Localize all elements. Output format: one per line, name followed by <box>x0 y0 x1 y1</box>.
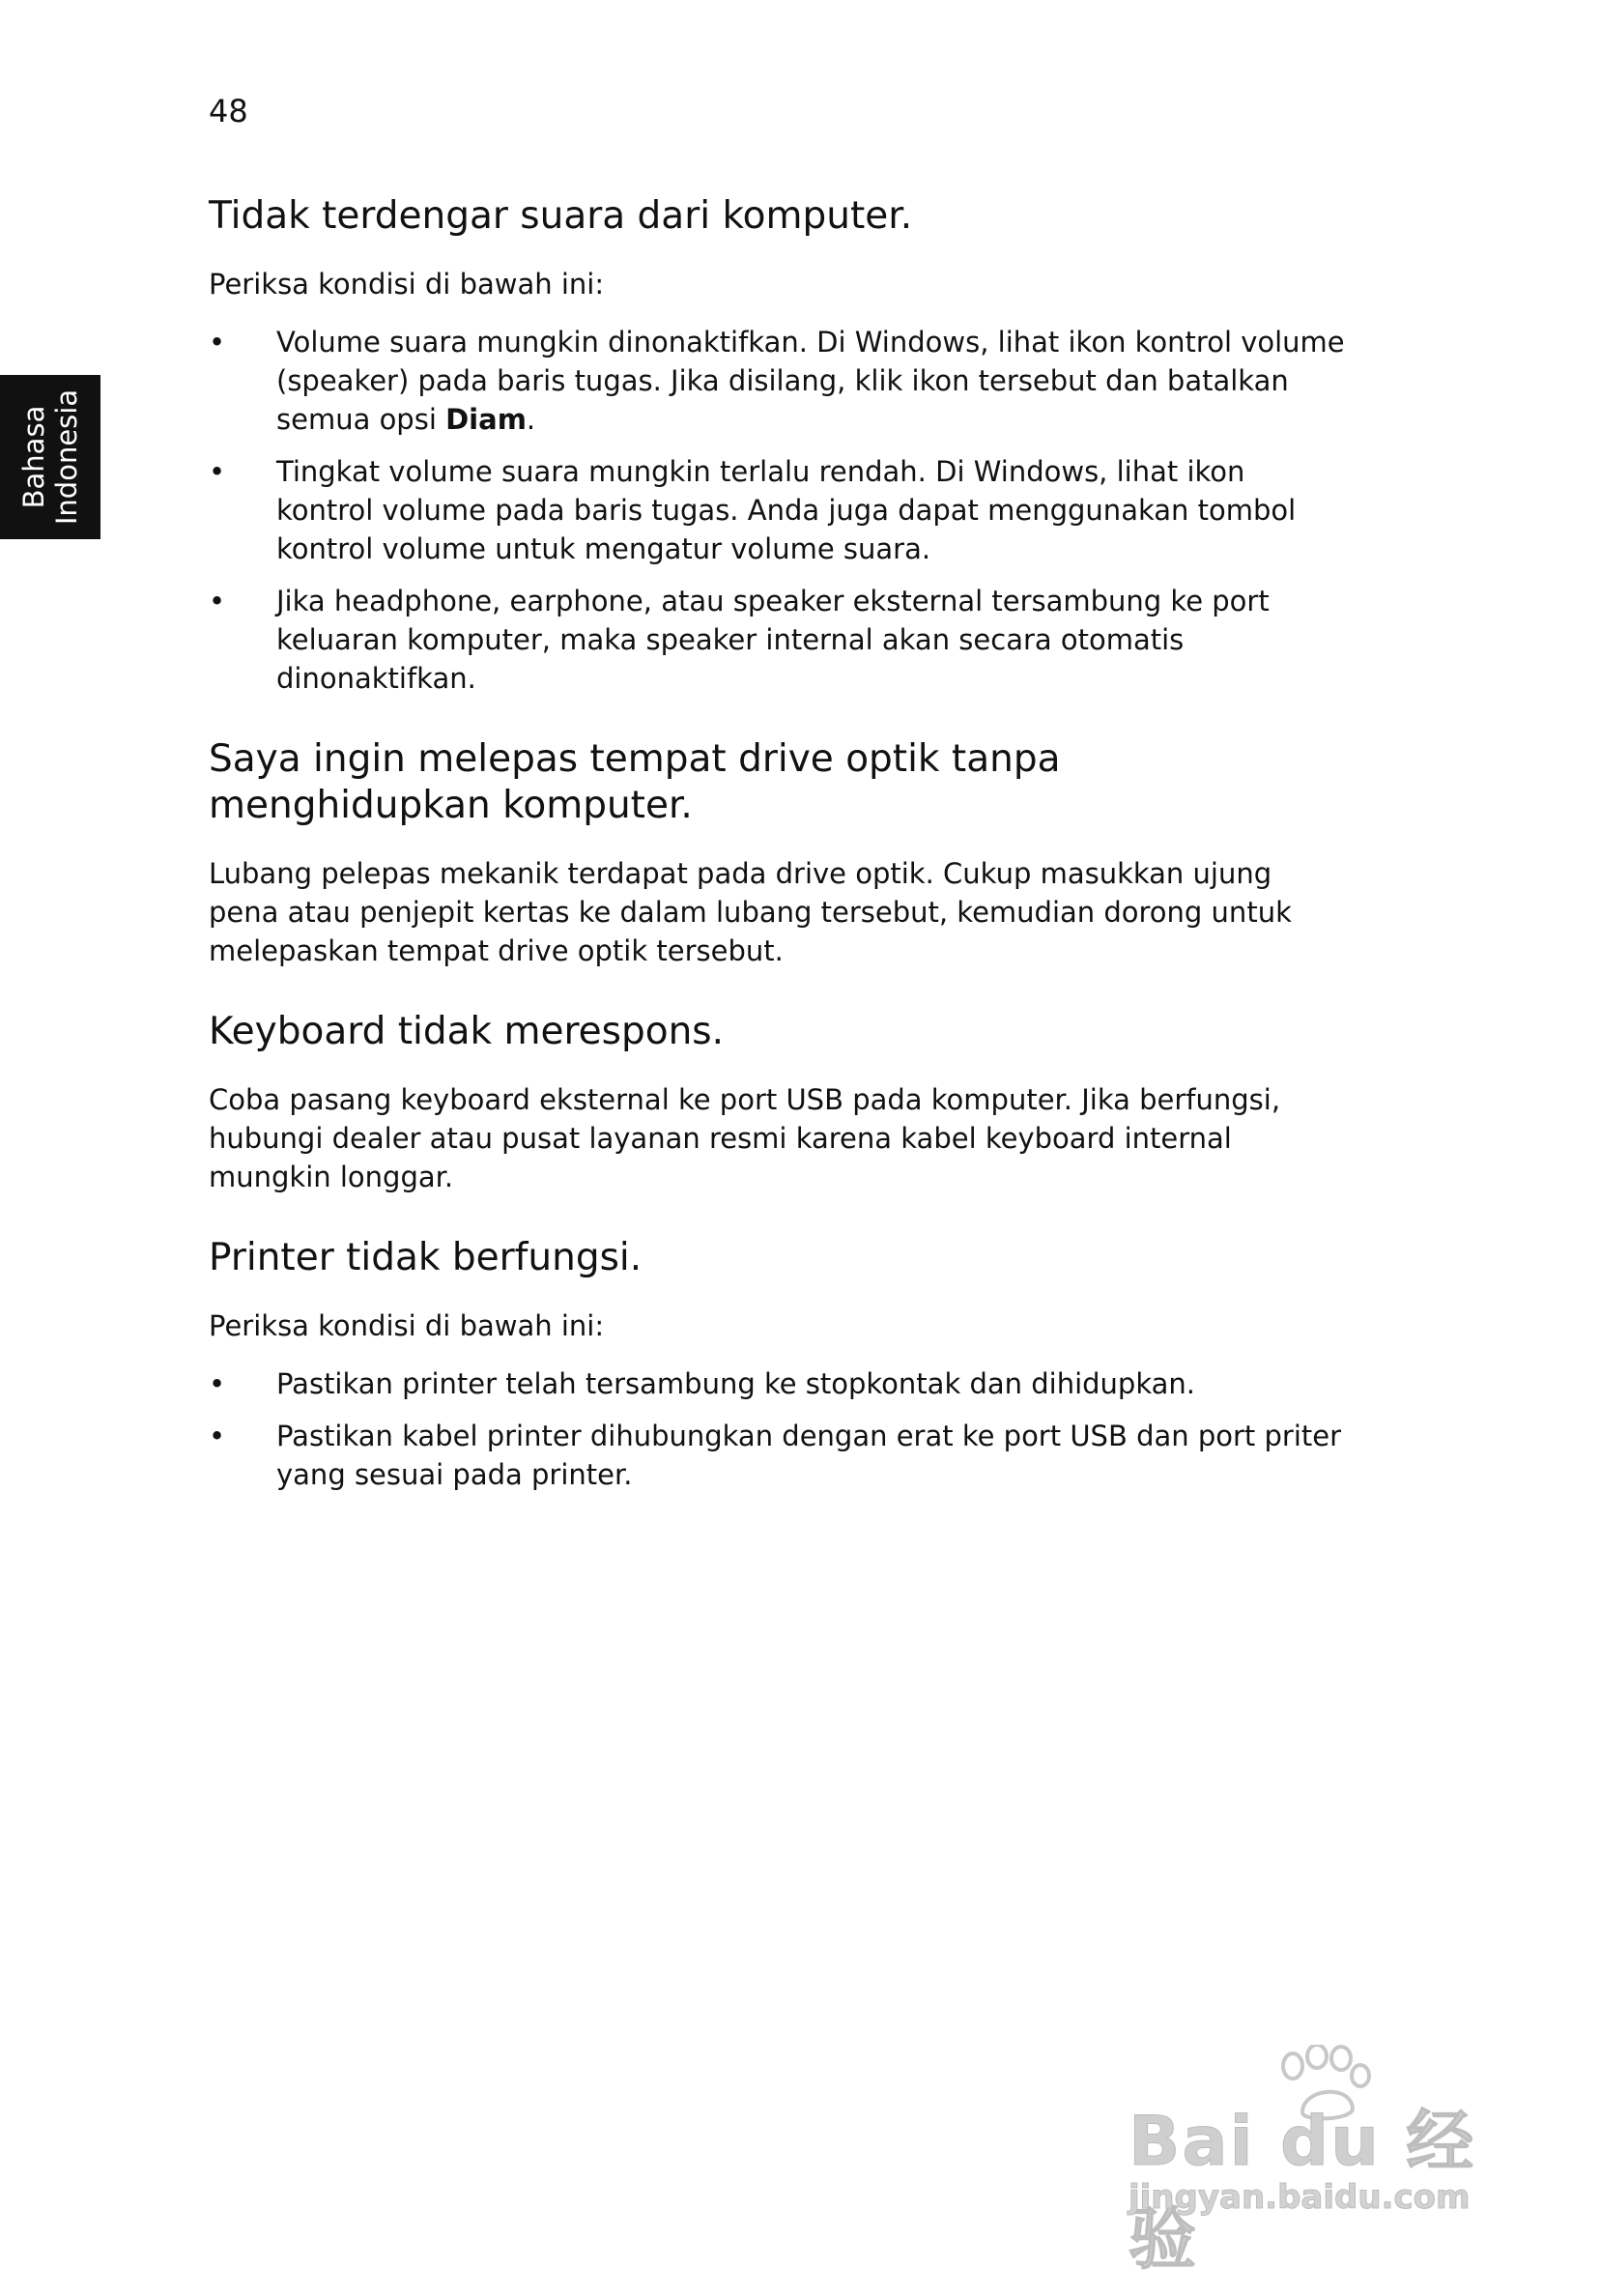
language-label: Bahasa Indonesia <box>17 388 83 526</box>
section-intro: Periksa kondisi di bawah ini: <box>209 1309 605 1342</box>
section-keyboard <box>209 1009 1349 1196</box>
list-item: • Volume suara mungkin dinonaktifkan. Di Windows, lihat ikon kontrol volume (speaker) pada baris tugas. Jika disilang, klik ikon tersebut dan batalkan semua opsi Diam. <box>209 323 1349 439</box>
bullet-icon: • <box>209 1367 226 1400</box>
bullet-icon: • <box>209 326 226 359</box>
document-content <box>209 193 1349 1533</box>
bullet-icon: • <box>209 455 226 488</box>
section-heading: Saya ingin melepas tempat drive optik tanpa menghidupkan komputer. <box>209 737 1061 827</box>
bullet-icon: • <box>209 585 226 617</box>
baidu-watermark <box>1129 2045 1505 2279</box>
section-body: Lubang pelepas mekanik terdapat pada drive optik. Cukup masukkan ujung pena atau penjepit kertas ke dalam lubang tersebut, kemudian dorong untuk melepaskan tempat drive optik tersebut. <box>209 857 1292 967</box>
list-item: • Jika headphone, earphone, atau speaker eksternal tersambung ke port keluaran komputer, maka speaker internal akan secara otomatis dinonaktifkan. <box>209 582 1349 698</box>
section-heading: Keyboard tidak merespons. <box>209 1010 725 1053</box>
bullet-list <box>209 1364 1349 1494</box>
list-item: • Pastikan kabel printer dihubungkan dengan erat ke port USB dan port priter yang sesuai pada printer. <box>209 1417 1349 1494</box>
list-item: • Pastikan printer telah tersambung ke stopkontak dan dihidupkan. <box>209 1364 1349 1403</box>
bold-term: Diam <box>445 403 527 436</box>
section-body: Coba pasang keyboard eksternal ke port USB pada komputer. Jika berfungsi, hubungi dealer atau pusat layanan resmi karena kabel keyboard internal mungkin longgar. <box>209 1083 1281 1193</box>
section-printer <box>209 1235 1349 1494</box>
language-side-tab <box>0 375 100 539</box>
page-number: 48 <box>209 93 248 129</box>
bullet-icon: • <box>209 1420 226 1452</box>
list-item: • Tingkat volume suara mungkin terlalu rendah. Di Windows, lihat ikon kontrol volume pada baris tugas. Anda juga dapat menggunakan tombol kontrol volume untuk mengatur volume suara. <box>209 452 1349 568</box>
section-intro: Periksa kondisi di bawah ini: <box>209 268 605 301</box>
section-heading: Printer tidak berfungsi. <box>209 1236 643 1279</box>
watermark-url: jingyan.baidu.com <box>1129 2178 1471 2217</box>
section-heading: Tidak terdengar suara dari komputer. <box>209 194 913 238</box>
bullet-list <box>209 323 1349 698</box>
watermark-logo: Bai du 经验 <box>1129 2102 1476 2279</box>
section-no-sound <box>209 193 1349 698</box>
section-optical-drive <box>209 736 1349 970</box>
